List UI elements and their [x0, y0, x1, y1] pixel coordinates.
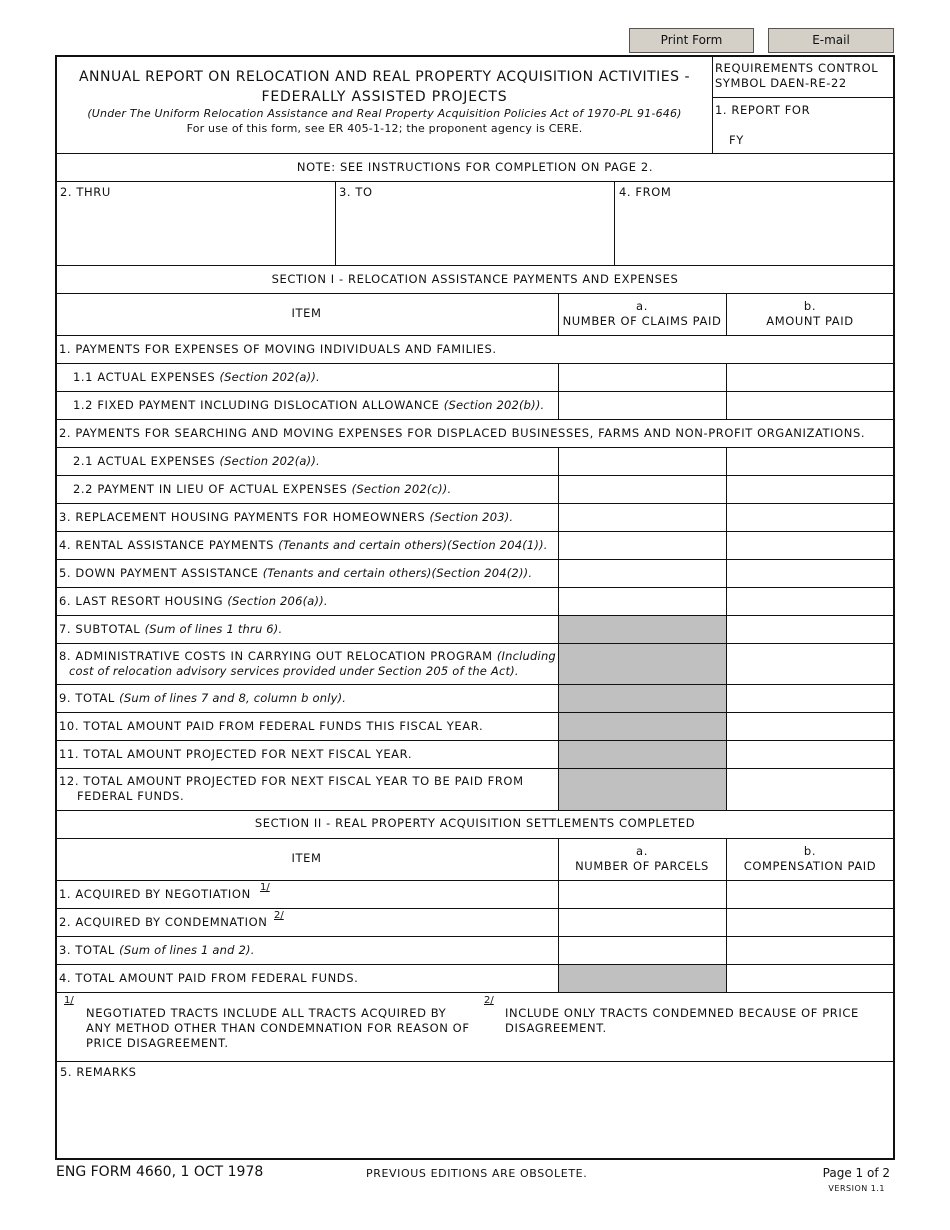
claims-input[interactable] [560, 505, 724, 529]
row-reference: (Section 202(a)). [219, 370, 320, 384]
footnote1-line: PRICE DISAGREEMENT. [86, 1036, 229, 1050]
row-text: 5. DOWN PAYMENT ASSISTANCE [59, 566, 263, 580]
amount-input[interactable] [728, 910, 893, 934]
section2-col-a-letter: a. [636, 844, 648, 858]
row-text: 9. TOTAL [59, 691, 120, 705]
row-label [59, 971, 358, 985]
remarks-label: 5. REMARKS [60, 1065, 137, 1079]
amount-input[interactable] [728, 477, 893, 501]
amount-input[interactable] [728, 645, 893, 682]
row-reference: (Including [496, 649, 556, 663]
print-form-button[interactable]: Print Form [629, 28, 754, 53]
row-label-continued: cost of relocation advisory services provided under Section 205 of the Act). [69, 664, 519, 678]
form-number: ENG FORM 4660, 1 OCT 1978 [56, 1164, 264, 1180]
section2-col-b: COMPENSATION PAID [743, 859, 877, 873]
amount-input[interactable] [728, 589, 893, 613]
row-label [59, 649, 556, 663]
amount-input[interactable] [728, 966, 893, 990]
row-reference: (Tenants and certain others)(Section 204(1)). [278, 538, 548, 552]
row-text: 1. PAYMENTS FOR EXPENSES OF MOVING INDIVIDUALS AND FAMILIES. [59, 342, 497, 356]
claims-input[interactable] [560, 938, 724, 962]
section2-col-item: ITEM [291, 851, 322, 865]
row-label [59, 691, 346, 705]
claims-input[interactable] [560, 393, 724, 417]
amount-input[interactable] [728, 505, 893, 529]
shaded-cell [559, 965, 726, 992]
remarks-input[interactable] [58, 1080, 892, 1156]
footnote1-line: NEGOTIATED TRACTS INCLUDE ALL TRACTS ACQUIRED BY [86, 1006, 447, 1020]
row-label [59, 887, 251, 901]
section1-title: SECTION I - RELOCATION ASSISTANCE PAYMENTS AND EXPENSES [271, 272, 679, 286]
row-text: 1.2 FIXED PAYMENT INCLUDING DISLOCATION ALLOWANCE [73, 398, 444, 412]
section1-col-a: NUMBER OF CLAIMS PAID [562, 314, 722, 328]
row-text: 2. ACQUIRED BY CONDEMNATION [59, 915, 268, 929]
section2-col-a: NUMBER OF PARCELS [575, 859, 709, 873]
row-label [59, 342, 497, 356]
footnote-ref: 1/ [260, 882, 270, 893]
form-title-line1: ANNUAL REPORT ON RELOCATION AND REAL PROPERTY ACQUISITION ACTIVITIES - [78, 69, 691, 85]
row-text: 3. TOTAL [59, 943, 120, 957]
claims-input[interactable] [560, 533, 724, 557]
fy-label: FY [729, 133, 744, 147]
row-label [73, 482, 451, 496]
row-text: 2.1 ACTUAL EXPENSES [73, 454, 220, 468]
shaded-cell [559, 644, 726, 684]
section1-col-b: AMOUNT PAID [766, 314, 854, 328]
row-reference: (Sum of lines 7 and 8, column b only). [119, 691, 347, 705]
report-for-label: 1. REPORT FOR [715, 103, 811, 117]
thru-label: 2. THRU [60, 185, 111, 199]
footnote1-line: ANY METHOD OTHER THAN CONDEMNATION FOR REASON OF [86, 1021, 470, 1035]
claims-input[interactable] [560, 561, 724, 585]
shaded-cell [559, 685, 726, 712]
claims-input[interactable] [560, 477, 724, 501]
claims-input[interactable] [560, 910, 724, 934]
row-label-continued: FEDERAL FUNDS. [77, 789, 185, 803]
section1-col-a-letter: a. [636, 299, 648, 313]
row-text: 3. REPLACEMENT HOUSING PAYMENTS FOR HOMEOWNERS [59, 510, 430, 524]
row-label [59, 510, 513, 524]
page-number: Page 1 of 2 [822, 1166, 890, 1180]
row-label [59, 915, 267, 929]
amount-input[interactable] [728, 770, 893, 808]
row-label [59, 566, 532, 580]
row-label [59, 719, 483, 733]
to-label: 3. TO [339, 185, 373, 199]
row-text: 6. LAST RESORT HOUSING [59, 594, 228, 608]
row-reference: (Tenants and certain others)(Section 204(2)). [262, 566, 533, 580]
version: VERSION 1.1 [828, 1184, 885, 1193]
form-usage-note: For use of this form, see ER 405-1-12; the proponent agency is CERE. [186, 122, 583, 135]
claims-input[interactable] [560, 365, 724, 389]
amount-input[interactable] [728, 365, 893, 389]
from-label: 4. FROM [619, 185, 672, 199]
amount-input[interactable] [728, 449, 893, 473]
amount-input[interactable] [728, 938, 893, 962]
claims-input[interactable] [560, 449, 724, 473]
section1-col-item: ITEM [291, 306, 322, 320]
row-label [59, 747, 412, 761]
section2-col-b-letter: b. [803, 844, 817, 858]
amount-input[interactable] [728, 714, 893, 738]
row-text: 8. ADMINISTRATIVE COSTS IN CARRYING OUT RELOCATION PROGRAM [59, 649, 497, 663]
row-text: 1.1 ACTUAL EXPENSES [73, 370, 220, 384]
shaded-cell [559, 713, 726, 740]
row-label [59, 538, 548, 552]
amount-input[interactable] [728, 686, 893, 710]
amount-input[interactable] [728, 561, 893, 585]
row-label [59, 774, 524, 788]
claims-input[interactable] [560, 882, 724, 906]
row-reference: (Section 202(a)). [219, 454, 320, 468]
from-input[interactable] [617, 200, 892, 262]
amount-input[interactable] [728, 393, 893, 417]
row-text: 2.2 PAYMENT IN LIEU OF ACTUAL EXPENSES [73, 482, 352, 496]
row-reference: (Section 202(c)). [351, 482, 452, 496]
row-text: 7. SUBTOTAL [59, 622, 145, 636]
to-input[interactable] [338, 200, 611, 262]
form-title-line2: FEDERALLY ASSISTED PROJECTS [261, 89, 508, 105]
row-reference: (Section 203). [429, 510, 514, 524]
row-text: 10. TOTAL AMOUNT PAID FROM FEDERAL FUNDS THIS FISCAL YEAR. [59, 719, 484, 733]
row-text: 4. TOTAL AMOUNT PAID FROM FEDERAL FUNDS. [59, 971, 359, 985]
row-text: 4. RENTAL ASSISTANCE PAYMENTS [59, 538, 279, 552]
instructions-note: NOTE: SEE INSTRUCTIONS FOR COMPLETION ON PAGE 2. [296, 160, 654, 174]
row-text: 2. PAYMENTS FOR SEARCHING AND MOVING EXPENSES FOR DISPLACED BUSINESSES, FARMS AND NON-PROFIT ORGANIZATIONS. [59, 426, 866, 440]
footnote2-line: INCLUDE ONLY TRACTS CONDEMNED BECAUSE OF PRICE [505, 1006, 859, 1020]
shaded-cell [559, 616, 726, 643]
section1-col-b-letter: b. [803, 299, 817, 313]
amount-input[interactable] [728, 742, 893, 766]
thru-input[interactable] [58, 200, 332, 262]
row-text: 12. TOTAL AMOUNT PROJECTED FOR NEXT FISCAL YEAR TO BE PAID FROM [59, 774, 524, 788]
row-label [59, 594, 328, 608]
shaded-cell [559, 769, 726, 810]
footnote-ref: 2/ [274, 910, 284, 921]
claims-input[interactable] [560, 589, 724, 613]
row-label [59, 622, 282, 636]
row-label [73, 370, 320, 384]
amount-input[interactable] [728, 617, 893, 641]
rcs-line2: SYMBOL DAEN-RE-22 [715, 76, 847, 90]
form-subtitle: (Under The Uniform Relocation Assistance and Real Property Acquisition Policies Act of 1970-PL 91-646) [87, 107, 682, 120]
row-reference: (Sum of lines 1 thru 6). [144, 622, 283, 636]
row-label [59, 426, 865, 440]
row-reference: (Section 202(b)). [443, 398, 545, 412]
shaded-cell [559, 741, 726, 768]
footnote2-mark: 2/ [484, 995, 494, 1006]
row-text: 11. TOTAL AMOUNT PROJECTED FOR NEXT FISCAL YEAR. [59, 747, 413, 761]
row-text: 1. ACQUIRED BY NEGOTIATION [59, 887, 251, 901]
fy-input[interactable] [752, 126, 890, 148]
row-label [73, 398, 544, 412]
amount-input[interactable] [728, 533, 893, 557]
section2-title: SECTION II - REAL PROPERTY ACQUISITION SETTLEMENTS COMPLETED [254, 816, 696, 830]
row-label [59, 943, 255, 957]
row-reference: (Sum of lines 1 and 2). [119, 943, 255, 957]
amount-input[interactable] [728, 882, 893, 906]
row-label [73, 454, 320, 468]
obsolete-note: PREVIOUS EDITIONS ARE OBSOLETE. [366, 1167, 588, 1180]
rcs-line1: REQUIREMENTS CONTROL [715, 61, 879, 75]
row-reference: (Section 206(a)). [227, 594, 328, 608]
footnote2-line: DISAGREEMENT. [505, 1021, 607, 1035]
email-button[interactable]: E-mail [768, 28, 894, 53]
footnote1-mark: 1/ [64, 995, 74, 1006]
